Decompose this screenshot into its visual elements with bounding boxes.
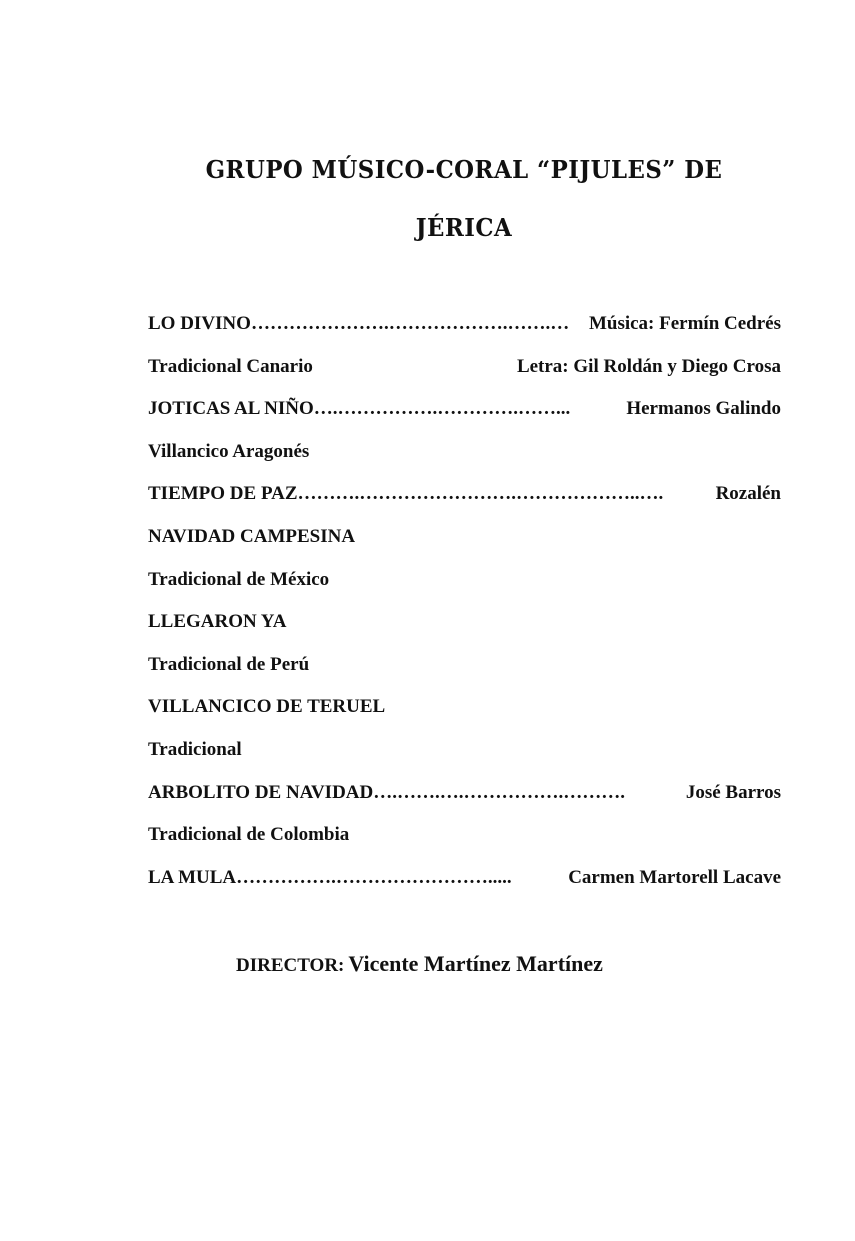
director-line	[236, 951, 603, 977]
row-author: José Barros	[685, 781, 781, 803]
program-row	[148, 440, 781, 464]
row-title: TIEMPO DE PAZ	[148, 483, 298, 505]
program-row	[148, 695, 781, 719]
program-row	[148, 397, 781, 421]
program-row	[148, 866, 781, 890]
dot-leader: ….…………….………….……...	[313, 398, 571, 420]
program-row	[148, 781, 781, 805]
row-author: Carmen Martorell Lacave	[568, 866, 781, 888]
program-row	[148, 653, 781, 677]
row-author: Letra: Gil Roldán y Diego Crosa	[516, 355, 781, 377]
row-title: Tradicional de Perú	[148, 653, 310, 675]
row-title: NAVIDAD CAMPESINA	[148, 526, 356, 547]
program-row	[148, 355, 781, 379]
row-title: LO DIVINO	[148, 313, 251, 334]
row-title: LLEGARON YA	[148, 611, 287, 633]
program-row	[148, 568, 781, 592]
row-title: Villancico Aragonés	[148, 440, 310, 462]
program-row	[148, 738, 781, 762]
director-name: Vicente Martínez Martínez	[348, 951, 603, 976]
program-row	[148, 312, 781, 336]
row-title: Tradicional	[148, 739, 242, 760]
row-title: JOTICAS AL NIÑO	[148, 398, 314, 420]
program-row	[148, 525, 781, 549]
row-title: Tradicional de México	[148, 568, 330, 590]
row-title: ARBOLITO DE NAVIDAD	[148, 781, 374, 803]
row-title: Tradicional Canario	[148, 355, 313, 377]
program-row	[148, 823, 781, 847]
program-row	[148, 610, 781, 634]
dot-leader: ……….…………………….………………..….	[297, 483, 664, 505]
dot-leader: ….…….….…………….……….	[373, 781, 625, 803]
dot-leader: ………………….……………….…….…	[250, 313, 570, 334]
dot-leader: …………….…………………….....	[236, 866, 512, 888]
document-title-line-1: GRUPO MÚSICO-CORAL “PIJULES” DE	[205, 155, 723, 184]
director-label: DIRECTOR:	[236, 955, 345, 976]
row-title: LA MULA	[148, 866, 237, 888]
row-title: VILLANCICO DE TERUEL	[148, 696, 386, 718]
program-row	[148, 482, 781, 506]
row-author: Hermanos Galindo	[626, 398, 781, 420]
row-title: Tradicional de Colombia	[148, 824, 350, 846]
document-title-line-2: JÉRICA	[415, 213, 513, 242]
row-author: Rozalén	[715, 483, 781, 505]
row-author: Música: Fermín Cedrés	[588, 313, 781, 334]
